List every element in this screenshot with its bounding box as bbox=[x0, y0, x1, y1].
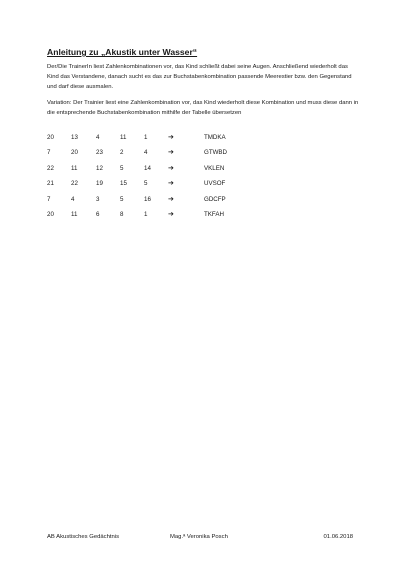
number-cell: 16 bbox=[144, 195, 151, 203]
letter-code: GTWBD bbox=[204, 149, 228, 157]
number-cell: 3 bbox=[96, 195, 100, 203]
number-cell: 4 bbox=[71, 195, 75, 203]
arrow-icon: ➔ bbox=[168, 133, 174, 141]
letter-code: TMDKA bbox=[204, 134, 226, 141]
number-cell: 5 bbox=[120, 195, 124, 203]
document-title: Anleitung zu „Akustik unter Wasser“ bbox=[47, 47, 198, 57]
number-cell: 12 bbox=[96, 164, 103, 172]
number-cell: 20 bbox=[47, 134, 54, 141]
number-cell: 4 bbox=[144, 149, 148, 157]
arrow-icon: ➔ bbox=[168, 194, 174, 203]
arrow-icon: ➔ bbox=[168, 179, 174, 188]
number-cell: 19 bbox=[96, 180, 103, 188]
letter-code: UVSOF bbox=[204, 180, 226, 188]
arrow-icon: ➔ bbox=[168, 209, 174, 218]
number-cell: 14 bbox=[144, 164, 151, 172]
number-cell: 2 bbox=[120, 149, 124, 157]
number-cell: 13 bbox=[71, 134, 78, 141]
number-cell: 7 bbox=[47, 149, 51, 157]
letter-code: VKLEN bbox=[204, 164, 225, 172]
number-cell: 1 bbox=[144, 134, 148, 141]
number-cell: 22 bbox=[71, 180, 78, 188]
instruction-paragraph: Der/Die TrainerIn liest Zahlenkombinationen vor, das Kind schließt dabei seine Augen. Anschließend wiederholt das Kind das Verstandene, danach sucht es das zur Buchstabenkombination passende Meerestier bzw. den Gegenstand und darf diese ausmalen. bbox=[47, 64, 352, 90]
number-cell: 6 bbox=[96, 210, 100, 218]
number-cell: 7 bbox=[47, 195, 51, 203]
arrow-icon: ➔ bbox=[168, 163, 174, 172]
number-cell: 20 bbox=[71, 149, 78, 157]
letter-code: GDCFP bbox=[204, 195, 226, 203]
number-cell: 23 bbox=[96, 149, 103, 157]
number-cell: 11 bbox=[71, 210, 78, 218]
number-cell: 21 bbox=[47, 180, 54, 188]
footer-document-name: AB Akustisches Gedächtnis bbox=[47, 534, 120, 540]
number-cell: 15 bbox=[120, 180, 127, 188]
number-cell: 20 bbox=[47, 210, 54, 218]
footer-author: Mag.ª Veronika Posch bbox=[170, 534, 228, 540]
number-cell: 4 bbox=[96, 134, 100, 141]
number-cell: 5 bbox=[120, 164, 124, 172]
number-cell: 11 bbox=[120, 134, 127, 141]
arrow-icon: ➔ bbox=[168, 148, 174, 157]
letter-code: TKFAH bbox=[204, 210, 224, 218]
number-cell: 11 bbox=[71, 164, 78, 172]
variation-paragraph: Variation: Der Trainier liest eine Zahlenkombination vor, das Kind wiederholt diese Kombination und muss diese dann in die entsprechende Buchstabenkombination mithilfe der Tabelle übersetzen bbox=[47, 100, 359, 116]
number-cell: 8 bbox=[120, 210, 124, 218]
number-cell: 1 bbox=[144, 210, 148, 218]
number-cell: 5 bbox=[144, 180, 148, 188]
footer-date: 01.06.2018 bbox=[323, 534, 353, 540]
page-footer bbox=[47, 534, 353, 544]
number-cell: 22 bbox=[47, 164, 54, 172]
